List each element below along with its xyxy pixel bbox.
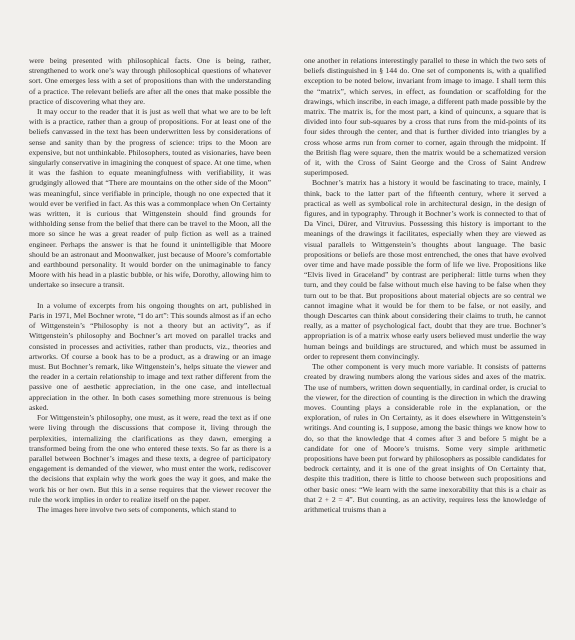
- paragraph: In a volume of excerpts from his ongoing thoughts on art, published in Paris in 1971, Mel Bochner wrote, “I do art”: This sounds almost as if an echo of Wittgenstein’s “Philosophy is not a theory but an activity”, as if Wittgenstein’s philosophy and Bochner’s art moved on parallel tracks and consisted in processes and activities, rather than products, viz., theories and artworks. Of course a book has to be a product, as a drawing or an image must. But Bochner’s remark, like Wittgenstein’s, helps situate the viewer and the reader in a certain relationship to image and text rather different from the passive one of aesthetic appreciation, in the one case, and intellectual appreciation in the other. In both cases something more strenuous is being asked.: [29, 300, 271, 412]
- paragraph: For Wittgenstein’s philosophy, one must, as it were, read the text as if one were living through the discussions that compose it, living through the perplexities, internalizing the clarifications as they dawn, emerging a transformed being from the one who entered these texts. So far as there is a parallel between Bochner’s images and these texts, a degree of participatory engagement is demanded of the viewer, who must enter the work, rediscover the decisions that explain why the work goes the way it goes, and make the work his or her own. But this in a sense requires that the viewer recover the rule the work implies in order to realize itself on the paper.: [29, 413, 271, 504]
- right-column: [304, 56, 546, 515]
- left-column: [29, 56, 271, 515]
- paragraph: The other component is very much more variable. It consists of patterns created by drawing numbers along the various sides and axes of the matrix. The use of numbers, written down sequentially, in cardinal order, is crucial to the viewer, for the direction of counting is the direction in which the drawing moves. Counting plays a considerable role in the explanation, or the exploration, of rules in On Certainty, as it does elsewhere in Wittgenstein’s writings. And counting is, I suppose, among the basic things we know how to do, so that the knowledge that 4 comes after 3 and before 5 might be a candidate for one of Moore’s truisms. Some very simple arithmetic propositions have been put forward by philosophers as possible candidates for bedrock certainty, and it is one of the great insights of On Certainty that, despite this tradition, there is little to choose between such propositions and other basic ones: “We learn with the same inexorability that this is a chair as that 2 + 2 = 4”. But counting, as an activity, requires less the knowledge of arithmetical truisms than a: [304, 362, 546, 514]
- paragraph: The images here involve two sets of components, which stand to: [37, 504, 237, 514]
- paragraph: were being presented with philosophical facts. One is being, rather, strengthened to work one’s way through philosophical questions of whatever sort. One emerges less with a set of propositions than with the understanding of a practice. The relevant beliefs are after all the ones that make possible the practice of discovering what they are.: [29, 56, 271, 106]
- paragraph: one another in relations interestingly parallel to these in which the two sets of beliefs distinguished in § 144 do. One set of components is, with a qualified exception to be noted below, invariant from image to image. I shall term this the “matrix”, which serves, in effect, as foundation or scaffolding for the drawings, which inscribe, in each image, a different path made possible by the matrix. The matrix is, for the most part, a kind of quincunx, a square that is divided into four sub-squares by a cross that runs from the mid-points of its four sides through the center, and that is further divided into triangles by a cross whose arms run from corner to corner, again through the midpoint. If the British flag were square, then the matrix would be a schematized version of it, with the Cross of Saint George and the Cross of Saint Andrew superimposed.: [304, 56, 546, 178]
- paragraph: Bochner’s matrix has a history it would be fascinating to trace, mainly, I think, back to the latter part of the fifteenth century, where it served a practical as well as symbolical role in architectural design, in the design of figures, and in typography. Through it Bochner’s work is connected to that of Da Vinci, Dürer, and Vitruvius. Possessing this history is important to the meanings of the drawings it facilitates, especially when they are viewed as visual parallels to Wittgenstein’s thoughts about language. The basic propositions or beliefs are those most entrenched, the ones that have evolved over time and have made possible the form of life we live. Propositions like “Elvis lived in Graceland” by contrast are peripheral: little turns when they turn, and they could be false without much else having to be false when they turn out to be that. But propositions about material objects are so central we cannot imagine what it would be for them to be false, or not easily, and though Descartes can think about considering their claims to truth, he cannot really, as a matter of psychological fact, doubt that they are true. Bochner’s appropriation is of a matrix whose early users believed must underlie the way human beings and buildings are structured, and which must be assumed in order to represent them convincingly.: [304, 178, 546, 361]
- paragraph: It may occur to the reader that it is just as well that what we are to be left with is a practice, rather than a group of propositions. For at least one of the beliefs canvassed in the text has been underwritten less by considerations of sense and sanity than by the progress of science: trips to the Moon are expensive, but not unthinkable. Philosophers, touted as visionaries, have been singularly conservative in imagining the conquest of space. At one time, when it was the fashion to equate meaningfulness with verifiability, it was grudgingly allowed that “There are mountains on the other side of the Moon” was meaningful, since verifiable in principle, though no one expected that it would ever be verified in fact. As this was a commonplace when On Certainty was written, it is curious that Wittgenstein should find grounds for withholding sense from the belief that there can be travel to the Moon, all the more so since he was a great reader of pulp fiction as well as a trained engineer. Perhaps the answer is that he found it unintelligible that Moore should be an astronaut and Moonwalker, just because of Moore’s comfortable and earthbound personality. It would border on the unimaginable to fancy Moore with his head in a plastic bubble, or his wife, Dorothy, allowing him to undertake so insecure a transit.: [29, 107, 271, 290]
